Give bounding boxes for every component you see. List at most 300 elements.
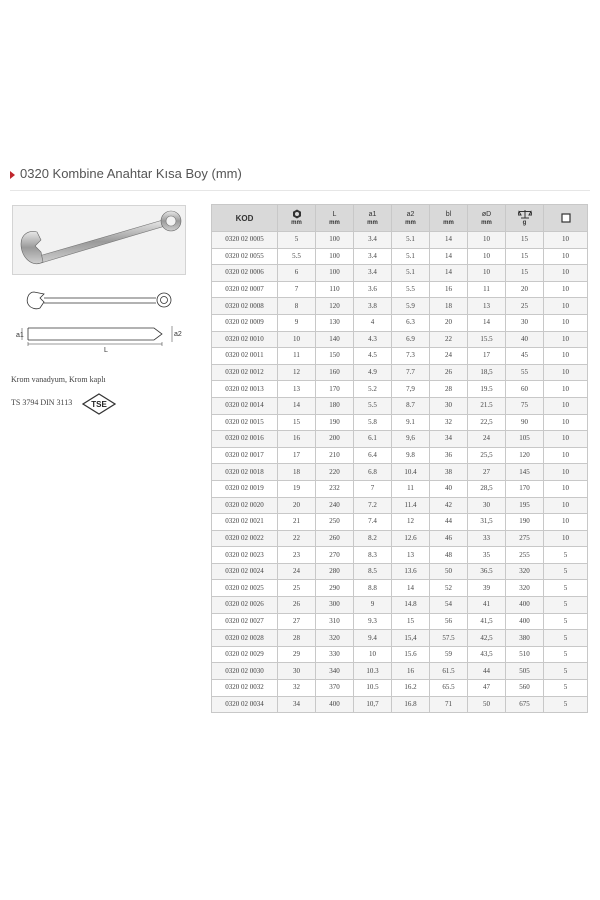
col-header-package: [544, 205, 588, 232]
col-header-label: KOD: [235, 213, 254, 223]
table-row: [212, 447, 588, 464]
cell-package: 10: [544, 281, 588, 298]
cell-size: 27: [278, 613, 316, 630]
col-header-unit: mm: [443, 219, 454, 226]
cell-kod: 0320 02 0007: [212, 281, 278, 298]
col-header-l: [316, 205, 354, 232]
cell-a1: 4.5: [354, 348, 392, 365]
cell-a1: 8.5: [354, 563, 392, 580]
page-title: 0320 Kombine Anahtar Kısa Boy (mm): [20, 166, 242, 181]
cell-package: 10: [544, 381, 588, 398]
cell-l: 280: [316, 563, 354, 580]
cell-kod: 0320 02 0020: [212, 497, 278, 514]
cell-od: 44: [468, 663, 506, 680]
cell-package: 5: [544, 563, 588, 580]
cell-a2: 13: [392, 547, 430, 564]
cell-l: 100: [316, 265, 354, 282]
cell-weight: 675: [506, 696, 544, 713]
cell-weight: 255: [506, 547, 544, 564]
cell-a1: 3.4: [354, 248, 392, 265]
cell-kod: 0320 02 0024: [212, 563, 278, 580]
cell-od: 35: [468, 547, 506, 564]
table-row: [212, 281, 588, 298]
cell-size: 30: [278, 663, 316, 680]
table-row: [212, 414, 588, 431]
cell-a2: 6.9: [392, 331, 430, 348]
cell-bl: 52: [430, 580, 468, 597]
cell-size: 5: [278, 232, 316, 249]
cell-a1: 9.4: [354, 630, 392, 647]
cell-weight: 15: [506, 232, 544, 249]
cell-a2: 10.4: [392, 464, 430, 481]
cell-a1: 6.8: [354, 464, 392, 481]
cell-package: 10: [544, 314, 588, 331]
cell-weight: 30: [506, 314, 544, 331]
cell-bl: 18: [430, 298, 468, 315]
cell-package: 10: [544, 331, 588, 348]
cell-a1: 10,7: [354, 696, 392, 713]
cell-size: 16: [278, 431, 316, 448]
cell-l: 400: [316, 696, 354, 713]
cell-od: 39: [468, 580, 506, 597]
cell-a2: 5.9: [392, 298, 430, 315]
table-row: [212, 613, 588, 630]
cell-od: 24: [468, 431, 506, 448]
cell-package: 10: [544, 265, 588, 282]
cell-weight: 190: [506, 514, 544, 531]
table-row: [212, 547, 588, 564]
cell-od: 27: [468, 464, 506, 481]
cell-a2: 5.5: [392, 281, 430, 298]
cell-weight: 20: [506, 281, 544, 298]
cell-a1: 8.8: [354, 580, 392, 597]
cell-size: 6: [278, 265, 316, 282]
col-header-unit: mm: [329, 219, 340, 226]
table-row: [212, 348, 588, 365]
cell-a1: 5.5: [354, 397, 392, 414]
cell-od: 31,5: [468, 514, 506, 531]
cell-od: 18,5: [468, 364, 506, 381]
cell-package: 5: [544, 630, 588, 647]
cell-od: 47: [468, 680, 506, 697]
box-icon: [561, 213, 571, 223]
cell-package: 10: [544, 431, 588, 448]
cell-bl: 61.5: [430, 663, 468, 680]
cell-l: 160: [316, 364, 354, 381]
table-row: [212, 646, 588, 663]
cell-kod: 0320 02 0010: [212, 331, 278, 348]
cell-kod: 0320 02 0006: [212, 265, 278, 282]
cell-l: 140: [316, 331, 354, 348]
cell-a1: 5.2: [354, 381, 392, 398]
cell-a1: 6.1: [354, 431, 392, 448]
cell-kod: 0320 02 0005: [212, 232, 278, 249]
cell-a2: 9,6: [392, 431, 430, 448]
cell-kod: 0320 02 0015: [212, 414, 278, 431]
cell-package: 5: [544, 663, 588, 680]
cell-bl: 14: [430, 232, 468, 249]
cell-package: 10: [544, 414, 588, 431]
cell-a1: 7: [354, 480, 392, 497]
cell-size: 32: [278, 680, 316, 697]
table-row: [212, 696, 588, 713]
cell-bl: 40: [430, 480, 468, 497]
cell-package: 5: [544, 646, 588, 663]
cell-a2: 9.1: [392, 414, 430, 431]
cell-bl: 26: [430, 364, 468, 381]
cell-a1: 4.3: [354, 331, 392, 348]
table-row: [212, 298, 588, 315]
cell-l: 330: [316, 646, 354, 663]
cell-weight: 510: [506, 646, 544, 663]
col-header-unit: mm: [291, 220, 302, 226]
cell-a2: 12.6: [392, 530, 430, 547]
cell-weight: 75: [506, 397, 544, 414]
cell-weight: 195: [506, 497, 544, 514]
cell-l: 370: [316, 680, 354, 697]
table-row: [212, 464, 588, 481]
cell-size: 28: [278, 630, 316, 647]
col-header-label: bl: [445, 210, 452, 218]
col-header-unit: g: [522, 220, 527, 226]
cell-weight: 275: [506, 530, 544, 547]
cell-l: 110: [316, 281, 354, 298]
cell-size: 5.5: [278, 248, 316, 265]
cell-a2: 5.1: [392, 232, 430, 249]
cell-a2: 15: [392, 613, 430, 630]
cell-bl: 36: [430, 447, 468, 464]
cell-package: 10: [544, 348, 588, 365]
table-row: [212, 663, 588, 680]
cell-kod: 0320 02 0011: [212, 348, 278, 365]
cell-package: 10: [544, 514, 588, 531]
cell-l: 200: [316, 431, 354, 448]
cell-bl: 54: [430, 597, 468, 614]
cell-a2: 12: [392, 514, 430, 531]
cell-package: 5: [544, 696, 588, 713]
product-photo: [12, 205, 186, 275]
cell-size: 10: [278, 331, 316, 348]
cell-bl: 34: [430, 431, 468, 448]
cell-weight: 145: [506, 464, 544, 481]
cell-kod: 0320 02 0029: [212, 646, 278, 663]
cell-l: 290: [316, 580, 354, 597]
cell-a2: 14.8: [392, 597, 430, 614]
cell-size: 26: [278, 597, 316, 614]
spec-table: [211, 204, 588, 713]
wrench-drawing-illustration: [14, 282, 186, 358]
cell-package: 5: [544, 597, 588, 614]
drawing-label-l: L: [104, 347, 108, 354]
cell-od: 42,5: [468, 630, 506, 647]
cell-kod: 0320 02 0027: [212, 613, 278, 630]
cell-package: 5: [544, 680, 588, 697]
table-row: [212, 530, 588, 547]
cell-weight: 400: [506, 597, 544, 614]
cell-l: 100: [316, 248, 354, 265]
cell-kod: 0320 02 0018: [212, 464, 278, 481]
table-row: [212, 630, 588, 647]
cell-bl: 48: [430, 547, 468, 564]
cell-package: 5: [544, 613, 588, 630]
cell-a1: 3.6: [354, 281, 392, 298]
cell-kod: 0320 02 0012: [212, 364, 278, 381]
cell-package: 10: [544, 248, 588, 265]
cell-od: 13: [468, 298, 506, 315]
cell-bl: 46: [430, 530, 468, 547]
table-row: [212, 563, 588, 580]
cell-weight: 90: [506, 414, 544, 431]
table-row: [212, 314, 588, 331]
table-row: [212, 265, 588, 282]
cell-kod: 0320 02 0034: [212, 696, 278, 713]
cell-l: 232: [316, 480, 354, 497]
col-header-unit: mm: [367, 219, 378, 226]
cell-l: 120: [316, 298, 354, 315]
cell-size: 21: [278, 514, 316, 531]
cell-l: 220: [316, 464, 354, 481]
table-row: [212, 331, 588, 348]
cell-weight: 60: [506, 381, 544, 398]
cell-bl: 38: [430, 464, 468, 481]
cell-bl: 59: [430, 646, 468, 663]
cell-a1: 10: [354, 646, 392, 663]
cell-a2: 7.7: [392, 364, 430, 381]
col-header-od: [468, 205, 506, 232]
cell-kod: 0320 02 0030: [212, 663, 278, 680]
cell-a2: 9.8: [392, 447, 430, 464]
cell-size: 18: [278, 464, 316, 481]
cell-size: 34: [278, 696, 316, 713]
cell-od: 36.5: [468, 563, 506, 580]
cell-weight: 320: [506, 580, 544, 597]
cell-a1: 3.4: [354, 265, 392, 282]
cell-od: 28,5: [468, 480, 506, 497]
table-row: [212, 480, 588, 497]
cell-a2: 7.3: [392, 348, 430, 365]
material-note: Krom vanadyum, Krom kaplı: [11, 375, 106, 384]
cell-size: 24: [278, 563, 316, 580]
cell-a2: 16.2: [392, 680, 430, 697]
cell-kod: 0320 02 0028: [212, 630, 278, 647]
cell-size: 23: [278, 547, 316, 564]
cell-kod: 0320 02 0022: [212, 530, 278, 547]
table-row: [212, 431, 588, 448]
col-header-a2: [392, 205, 430, 232]
cell-a2: 11: [392, 480, 430, 497]
cell-l: 150: [316, 348, 354, 365]
cell-package: 10: [544, 232, 588, 249]
cell-l: 250: [316, 514, 354, 531]
cell-od: 19.5: [468, 381, 506, 398]
cell-a1: 8.2: [354, 530, 392, 547]
col-header-bl: [430, 205, 468, 232]
cell-size: 12: [278, 364, 316, 381]
table-row: [212, 580, 588, 597]
cell-bl: 50: [430, 563, 468, 580]
cell-kod: 0320 02 0013: [212, 381, 278, 398]
cell-a2: 6.3: [392, 314, 430, 331]
cell-l: 320: [316, 630, 354, 647]
cell-od: 14: [468, 314, 506, 331]
cell-l: 130: [316, 314, 354, 331]
col-header-size: [278, 205, 316, 232]
cell-a1: 9.3: [354, 613, 392, 630]
cell-size: 7: [278, 281, 316, 298]
cell-od: 10: [468, 265, 506, 282]
cell-package: 10: [544, 480, 588, 497]
cell-l: 260: [316, 530, 354, 547]
cell-package: 5: [544, 580, 588, 597]
cell-od: 41,5: [468, 613, 506, 630]
cell-bl: 28: [430, 381, 468, 398]
col-header-unit: mm: [481, 219, 492, 226]
cell-a1: 10.3: [354, 663, 392, 680]
cell-a2: 13.6: [392, 563, 430, 580]
cell-l: 180: [316, 397, 354, 414]
cell-a1: 4: [354, 314, 392, 331]
cell-weight: 25: [506, 298, 544, 315]
cell-kod: 0320 02 0009: [212, 314, 278, 331]
cell-bl: 65.5: [430, 680, 468, 697]
cell-od: 17: [468, 348, 506, 365]
cell-l: 170: [316, 381, 354, 398]
cell-weight: 105: [506, 431, 544, 448]
col-header-kod: [212, 205, 278, 232]
cell-kod: 0320 02 0017: [212, 447, 278, 464]
cell-l: 100: [316, 232, 354, 249]
cell-bl: 56: [430, 613, 468, 630]
col-header-a1: [354, 205, 392, 232]
cell-a1: 10.5: [354, 680, 392, 697]
cell-a2: 5.1: [392, 248, 430, 265]
cell-a2: 11.4: [392, 497, 430, 514]
cell-weight: 120: [506, 447, 544, 464]
cell-weight: 560: [506, 680, 544, 697]
table-row: [212, 597, 588, 614]
technical-drawing: [14, 282, 186, 358]
table-row: [212, 514, 588, 531]
cell-size: 15: [278, 414, 316, 431]
cell-a1: 9: [354, 597, 392, 614]
cell-package: 10: [544, 397, 588, 414]
cell-size: 9: [278, 314, 316, 331]
cell-weight: 15: [506, 248, 544, 265]
wrench-photo-illustration: [13, 206, 185, 274]
spec-table-body: [212, 232, 588, 713]
col-header-unit: mm: [405, 219, 416, 226]
tse-logo-text: TSE: [91, 400, 107, 409]
drawing-label-a1: a1: [16, 332, 24, 339]
cell-weight: 320: [506, 563, 544, 580]
cell-size: 19: [278, 480, 316, 497]
cell-l: 300: [316, 597, 354, 614]
cell-weight: 505: [506, 663, 544, 680]
hex-nut-icon: [292, 209, 302, 219]
cell-weight: 55: [506, 364, 544, 381]
cell-package: 5: [544, 547, 588, 564]
cell-a1: 4.9: [354, 364, 392, 381]
cell-kod: 0320 02 0019: [212, 480, 278, 497]
cell-l: 270: [316, 547, 354, 564]
cell-size: 25: [278, 580, 316, 597]
page-title-bar: [10, 166, 590, 191]
cell-size: 13: [278, 381, 316, 398]
cell-kod: 0320 02 0023: [212, 547, 278, 564]
scale-icon: [518, 209, 532, 219]
cell-od: 21.5: [468, 397, 506, 414]
cell-l: 210: [316, 447, 354, 464]
cell-bl: 14: [430, 248, 468, 265]
cell-size: 22: [278, 530, 316, 547]
cell-weight: 400: [506, 613, 544, 630]
cell-bl: 14: [430, 265, 468, 282]
cell-weight: 170: [506, 480, 544, 497]
cell-a2: 7,9: [392, 381, 430, 398]
col-header-label: a2: [406, 210, 415, 218]
cell-weight: 15: [506, 265, 544, 282]
table-header-row: [212, 205, 588, 232]
table-row: [212, 381, 588, 398]
col-header-label: L: [332, 210, 337, 218]
cell-kod: 0320 02 0025: [212, 580, 278, 597]
cell-a1: 7.4: [354, 514, 392, 531]
cell-weight: 45: [506, 348, 544, 365]
tse-logo: [82, 393, 116, 415]
cell-od: 15.5: [468, 331, 506, 348]
cell-kod: 0320 02 0021: [212, 514, 278, 531]
cell-od: 41: [468, 597, 506, 614]
table-row: [212, 248, 588, 265]
cell-kod: 0320 02 0055: [212, 248, 278, 265]
cell-weight: 40: [506, 331, 544, 348]
cell-l: 190: [316, 414, 354, 431]
cell-a2: 15,4: [392, 630, 430, 647]
cell-kod: 0320 02 0014: [212, 397, 278, 414]
cell-bl: 30: [430, 397, 468, 414]
cell-bl: 20: [430, 314, 468, 331]
cell-l: 310: [316, 613, 354, 630]
cell-a2: 15.6: [392, 646, 430, 663]
cell-weight: 380: [506, 630, 544, 647]
cell-a1: 7.2: [354, 497, 392, 514]
cell-l: 340: [316, 663, 354, 680]
cell-a2: 14: [392, 580, 430, 597]
cell-od: 33: [468, 530, 506, 547]
cell-size: 29: [278, 646, 316, 663]
standard-note: TS 3794 DIN 3113: [11, 398, 73, 407]
table-row: [212, 232, 588, 249]
cell-a1: 8.3: [354, 547, 392, 564]
table-row: [212, 364, 588, 381]
table-row: [212, 680, 588, 697]
cell-bl: 22: [430, 331, 468, 348]
cell-size: 8: [278, 298, 316, 315]
cell-package: 10: [544, 298, 588, 315]
cell-package: 10: [544, 497, 588, 514]
cell-od: 30: [468, 497, 506, 514]
bullet-arrow-icon: [10, 171, 15, 179]
cell-od: 22,5: [468, 414, 506, 431]
drawing-label-a2: a2: [174, 331, 182, 338]
cell-a2: 8.7: [392, 397, 430, 414]
cell-a1: 6.4: [354, 447, 392, 464]
cell-size: 14: [278, 397, 316, 414]
cell-bl: 32: [430, 414, 468, 431]
cell-bl: 44: [430, 514, 468, 531]
cell-od: 43,5: [468, 646, 506, 663]
cell-l: 240: [316, 497, 354, 514]
